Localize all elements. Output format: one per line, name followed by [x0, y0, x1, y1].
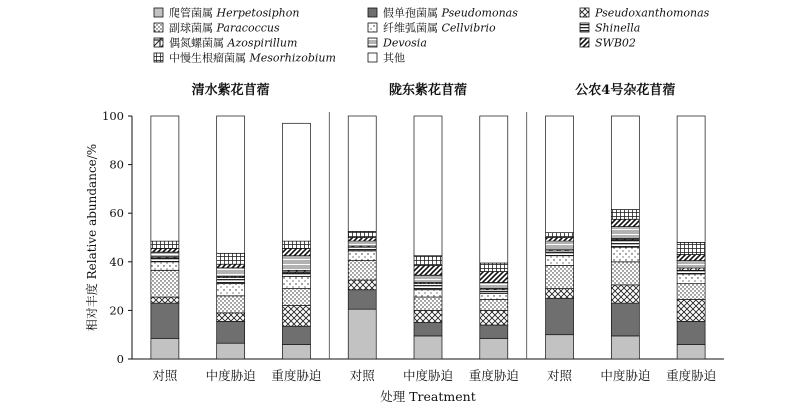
- bar-segment: [677, 242, 705, 254]
- x-tick-label: 对照: [349, 368, 375, 383]
- bar-segment: [677, 344, 705, 359]
- bar-segment: [546, 298, 574, 334]
- bar-segment: [611, 303, 639, 336]
- legend-label: Shinella: [595, 21, 641, 35]
- bar-segment: [348, 290, 376, 309]
- bar-segment: [151, 338, 179, 359]
- bar-segment: [414, 284, 442, 290]
- legend-swatch: [154, 53, 163, 62]
- bar-segment: [677, 255, 705, 261]
- x-tick-label: 重度胁迫: [666, 368, 717, 383]
- legend-label: 偶氮螺菌属 Azospirillum: [169, 36, 298, 50]
- bar-segment: [348, 238, 376, 242]
- bar-segment: [546, 238, 574, 242]
- legend-label: Pseudoxanthomonas: [595, 6, 710, 20]
- bar-segment: [611, 210, 639, 220]
- bar-segment: [480, 272, 508, 283]
- bar-segment: [282, 306, 310, 327]
- bar-segment: [282, 241, 310, 248]
- legend-label: SWB02: [595, 36, 636, 50]
- bar-segment: [546, 241, 574, 250]
- y-tick-label: 60: [109, 206, 124, 221]
- bar-segment: [414, 275, 442, 282]
- x-tick-label: 重度胁迫: [468, 368, 519, 383]
- bar-segment: [611, 227, 639, 239]
- bar-segment: [217, 268, 245, 277]
- legend-swatch: [580, 23, 589, 32]
- bar-segment: [677, 270, 705, 274]
- bar-segment: [677, 284, 705, 300]
- bar-segment: [414, 265, 442, 275]
- bar-segment: [151, 258, 179, 262]
- bar-segment: [282, 276, 310, 288]
- bar-segment: [217, 296, 245, 313]
- legend-swatch: [154, 8, 163, 17]
- bar-segment: [217, 343, 245, 359]
- bar-segment: [348, 251, 376, 261]
- bar-segment: [151, 248, 179, 252]
- bar-segment: [611, 240, 639, 247]
- bar-segment: [151, 270, 179, 297]
- bar-segment: [217, 313, 245, 322]
- bar-segment: [480, 325, 508, 338]
- bar-segment: [611, 285, 639, 303]
- legend-swatch: [368, 38, 377, 47]
- group-title: 公农4号杂花苜蓿: [575, 83, 676, 98]
- bar-segment: [546, 289, 574, 299]
- legend-swatch: [154, 23, 163, 32]
- bar-segment: [480, 263, 508, 272]
- bar-segment: [217, 321, 245, 343]
- bar-segment: [348, 280, 376, 290]
- legend-label: 副球菌属 Paracoccus: [169, 21, 280, 35]
- bar-segment: [414, 323, 442, 336]
- bars: [151, 116, 705, 359]
- bar-segment: [282, 270, 310, 272]
- bar-segment: [611, 219, 639, 226]
- y-tick-label: 80: [109, 157, 124, 172]
- bar-segment: [217, 278, 245, 284]
- bar-segment: [282, 123, 310, 241]
- bar-segment: [217, 116, 245, 253]
- bar-segment: [414, 290, 442, 297]
- legend-swatch: [580, 8, 589, 17]
- bar-segment: [217, 253, 245, 264]
- y-tick-label: 0: [116, 352, 124, 366]
- x-tick-label: 中度胁迫: [402, 368, 454, 383]
- legend-label: 纤维弧菌属 Cellvibrio: [383, 21, 496, 35]
- bar-segment: [414, 297, 442, 310]
- y-axis-title: 相对丰度 Relative abundance/%: [85, 143, 99, 332]
- bar-segment: [282, 273, 310, 277]
- x-tick-label: 对照: [152, 368, 178, 383]
- bar-segment: [611, 336, 639, 359]
- x-axis-title: 处理 Treatment: [380, 389, 476, 404]
- y-tick-label: 20: [109, 303, 124, 318]
- bar-segment: [677, 321, 705, 344]
- legend-swatch: [580, 38, 589, 47]
- legend: [154, 6, 710, 65]
- bar-segment: [480, 293, 508, 299]
- bar-segment: [282, 256, 310, 271]
- bar-segment: [151, 297, 179, 303]
- x-tick-label: 中度胁迫: [600, 368, 651, 383]
- bar-segment: [151, 303, 179, 338]
- bar-segment: [348, 241, 376, 246]
- legend-label: 其他: [383, 51, 405, 65]
- bar-segment: [677, 268, 705, 270]
- bar-segment: [348, 247, 376, 251]
- bar-segment: [348, 231, 376, 237]
- bar-segment: [480, 282, 508, 288]
- bar-segment: [414, 256, 442, 266]
- bar-segment: [217, 284, 245, 296]
- bar-segment: [151, 262, 179, 271]
- bar-segment: [151, 116, 179, 241]
- legend-swatch: [154, 38, 163, 47]
- legend-label: 爬管菌属 Herpetosiphon: [169, 6, 300, 20]
- bar-segment: [546, 265, 574, 288]
- bar-segment: [611, 116, 639, 210]
- bar-segment: [546, 233, 574, 238]
- legend-swatch: [368, 23, 377, 32]
- bar-segment: [546, 256, 574, 266]
- bar-segment: [282, 344, 310, 359]
- bar-segment: [151, 252, 179, 257]
- bar-segment: [546, 335, 574, 359]
- legend-label: 中慢生根瘤菌属 Mesorhizobium: [169, 51, 336, 65]
- legend-swatch: [368, 8, 377, 17]
- legend-label: Devosia: [383, 36, 427, 50]
- bar-segment: [480, 310, 508, 325]
- bar-segment: [677, 116, 705, 242]
- legend-label: 假单孢菌属 Pseudomonas: [383, 6, 518, 20]
- bar-segment: [348, 116, 376, 231]
- x-tick-label: 重度胁迫: [271, 368, 322, 383]
- legend-swatch: [368, 53, 377, 62]
- bar-segment: [480, 338, 508, 359]
- bar-segment: [480, 116, 508, 263]
- bar-segment: [480, 299, 508, 310]
- x-tick-label: 对照: [547, 368, 573, 383]
- bar-segment: [414, 116, 442, 256]
- y-tick-label: 100: [102, 109, 124, 123]
- bar-segment: [480, 290, 508, 294]
- bar-segment: [546, 116, 574, 233]
- bar-segment: [282, 248, 310, 255]
- bar-segment: [677, 299, 705, 321]
- bar-segment: [414, 310, 442, 322]
- bar-segment: [546, 251, 574, 256]
- bar-segment: [611, 247, 639, 262]
- bar-segment: [414, 336, 442, 359]
- bar-segment: [348, 309, 376, 359]
- bar-segment: [611, 262, 639, 285]
- group-title: 清水紫花苜蓿: [191, 83, 270, 98]
- bar-segment: [677, 261, 705, 268]
- bar-segment: [282, 289, 310, 306]
- bar-segment: [217, 264, 245, 268]
- bar-segment: [677, 274, 705, 284]
- group-title: 陇东紫花苜蓿: [388, 83, 468, 98]
- bar-segment: [282, 326, 310, 344]
- x-tick-label: 中度胁迫: [205, 368, 256, 383]
- bar-segment: [151, 241, 179, 248]
- bar-segment: [348, 261, 376, 280]
- y-tick-label: 40: [109, 254, 124, 269]
